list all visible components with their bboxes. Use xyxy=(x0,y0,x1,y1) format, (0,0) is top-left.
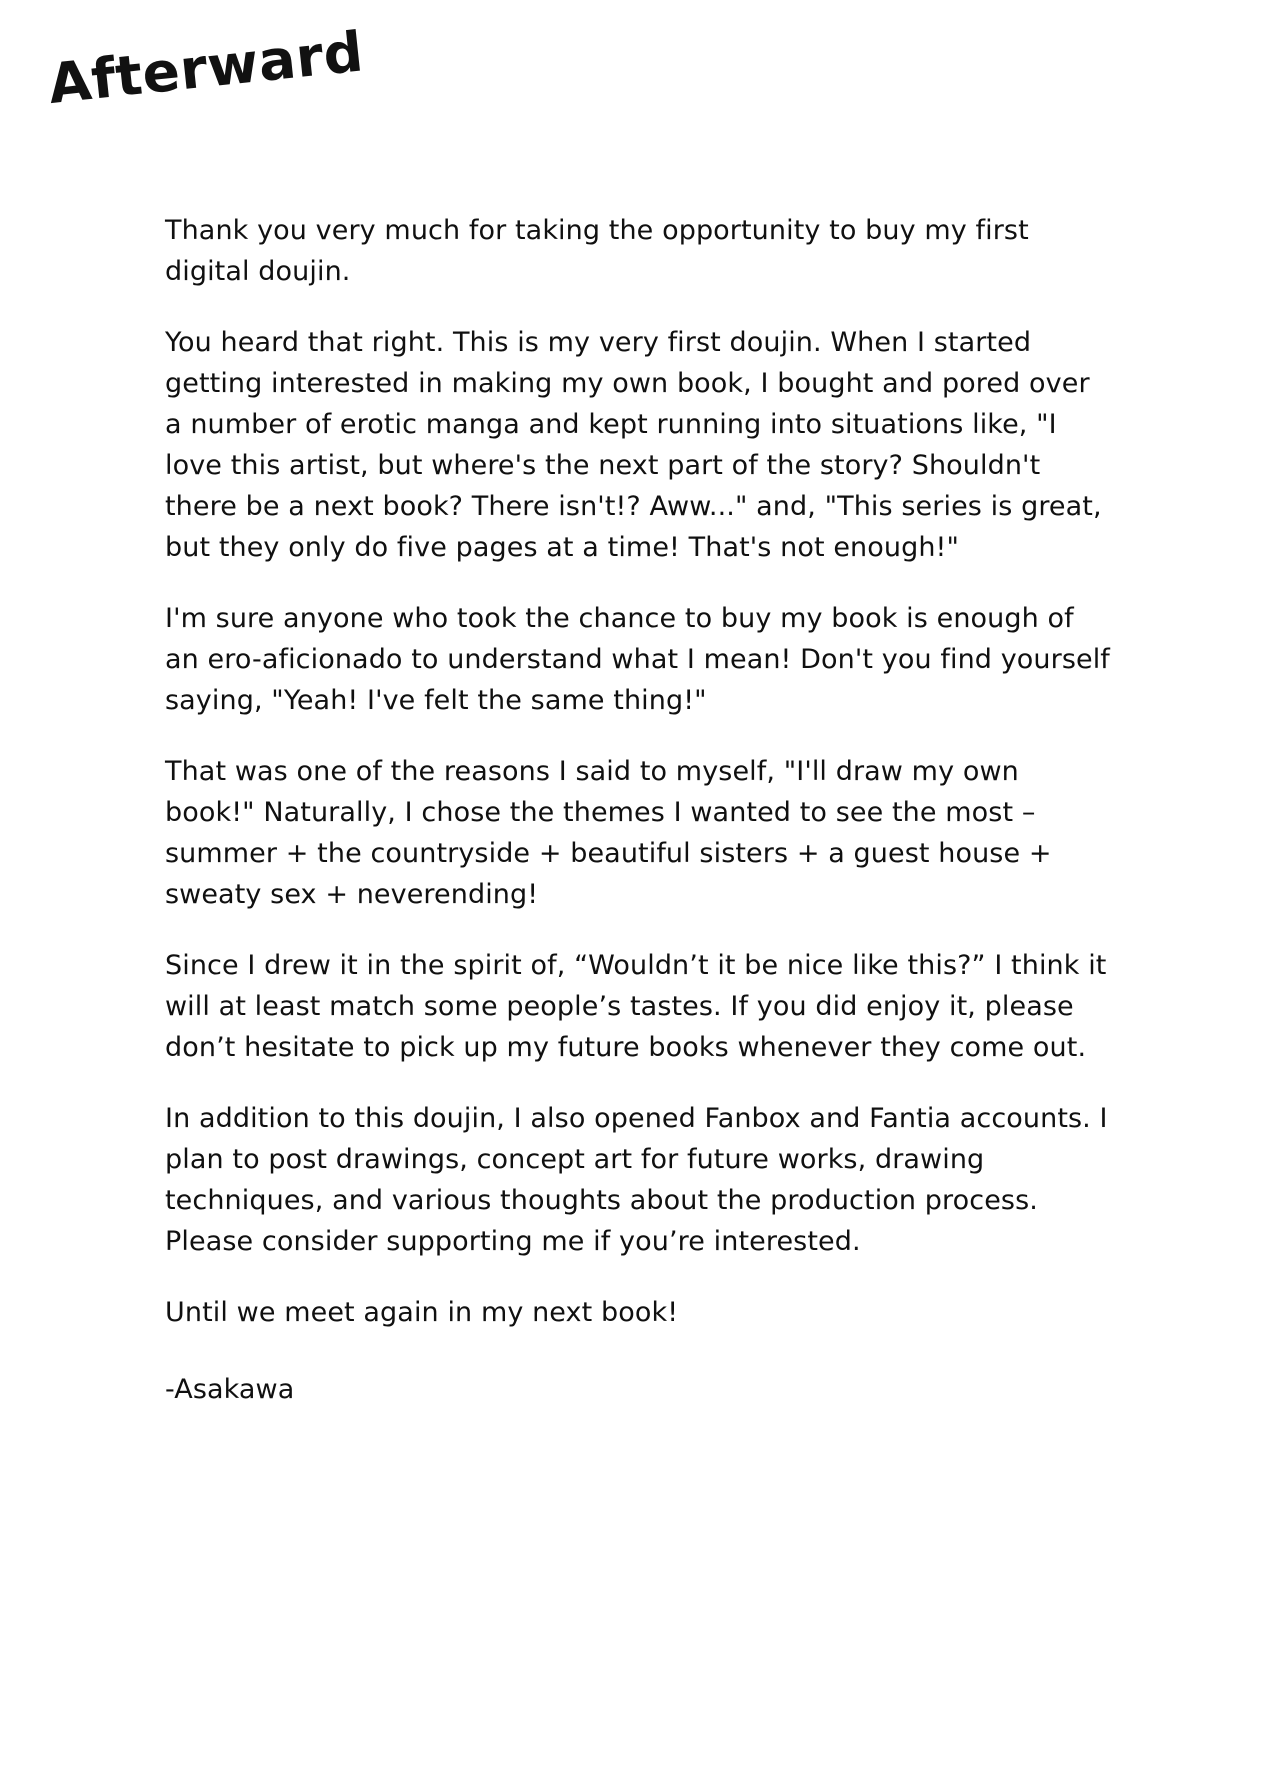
paragraph: Until we meet again in my next book! xyxy=(165,1297,679,1328)
afterword-body xyxy=(165,210,1110,1410)
page-title: Afterward xyxy=(45,19,367,117)
paragraph: I'm sure anyone who took the chance to buy my book is enough of an ero-aficionado to understand what I mean! Don't you find yourself saying, "Yeah! I've felt the same thing!" xyxy=(165,603,1110,716)
paragraph: You heard that right. This is my very first doujin. When I started getting interested in making my own book, I bought and pored over a number of erotic manga and kept running into situations like, "I love this artist, but where's the next part of the story? Shouldn't there be a next book? There isn't!? Aww..." and, "This series is great, but they only do five pages at a time! That's not enough!" xyxy=(165,327,1102,563)
paragraph: Since I drew it in the spirit of, “Wouldn’t it be nice like this?” I think it will at least match some people’s tastes. If you did enjoy it, please don’t hesitate to pick up my future books whenever they come out. xyxy=(165,950,1107,1063)
paragraph: That was one of the reasons I said to myself, "I'll draw my own book!" Naturally, I chose the themes I wanted to see the most – summer + the countryside + beautiful sisters + a guest house + sweaty sex + neverending! xyxy=(165,756,1052,910)
paragraph: Thank you very much for taking the opportunity to buy my first digital doujin. xyxy=(165,215,1029,287)
paragraph: In addition to this doujin, I also opened Fanbox and Fantia accounts. I plan to post drawings, concept art for future works, drawing techniques, and various thoughts about the production process. Please consider supporting me if you’re interested. xyxy=(165,1103,1108,1257)
author-signature: -Asakawa xyxy=(165,1374,295,1405)
